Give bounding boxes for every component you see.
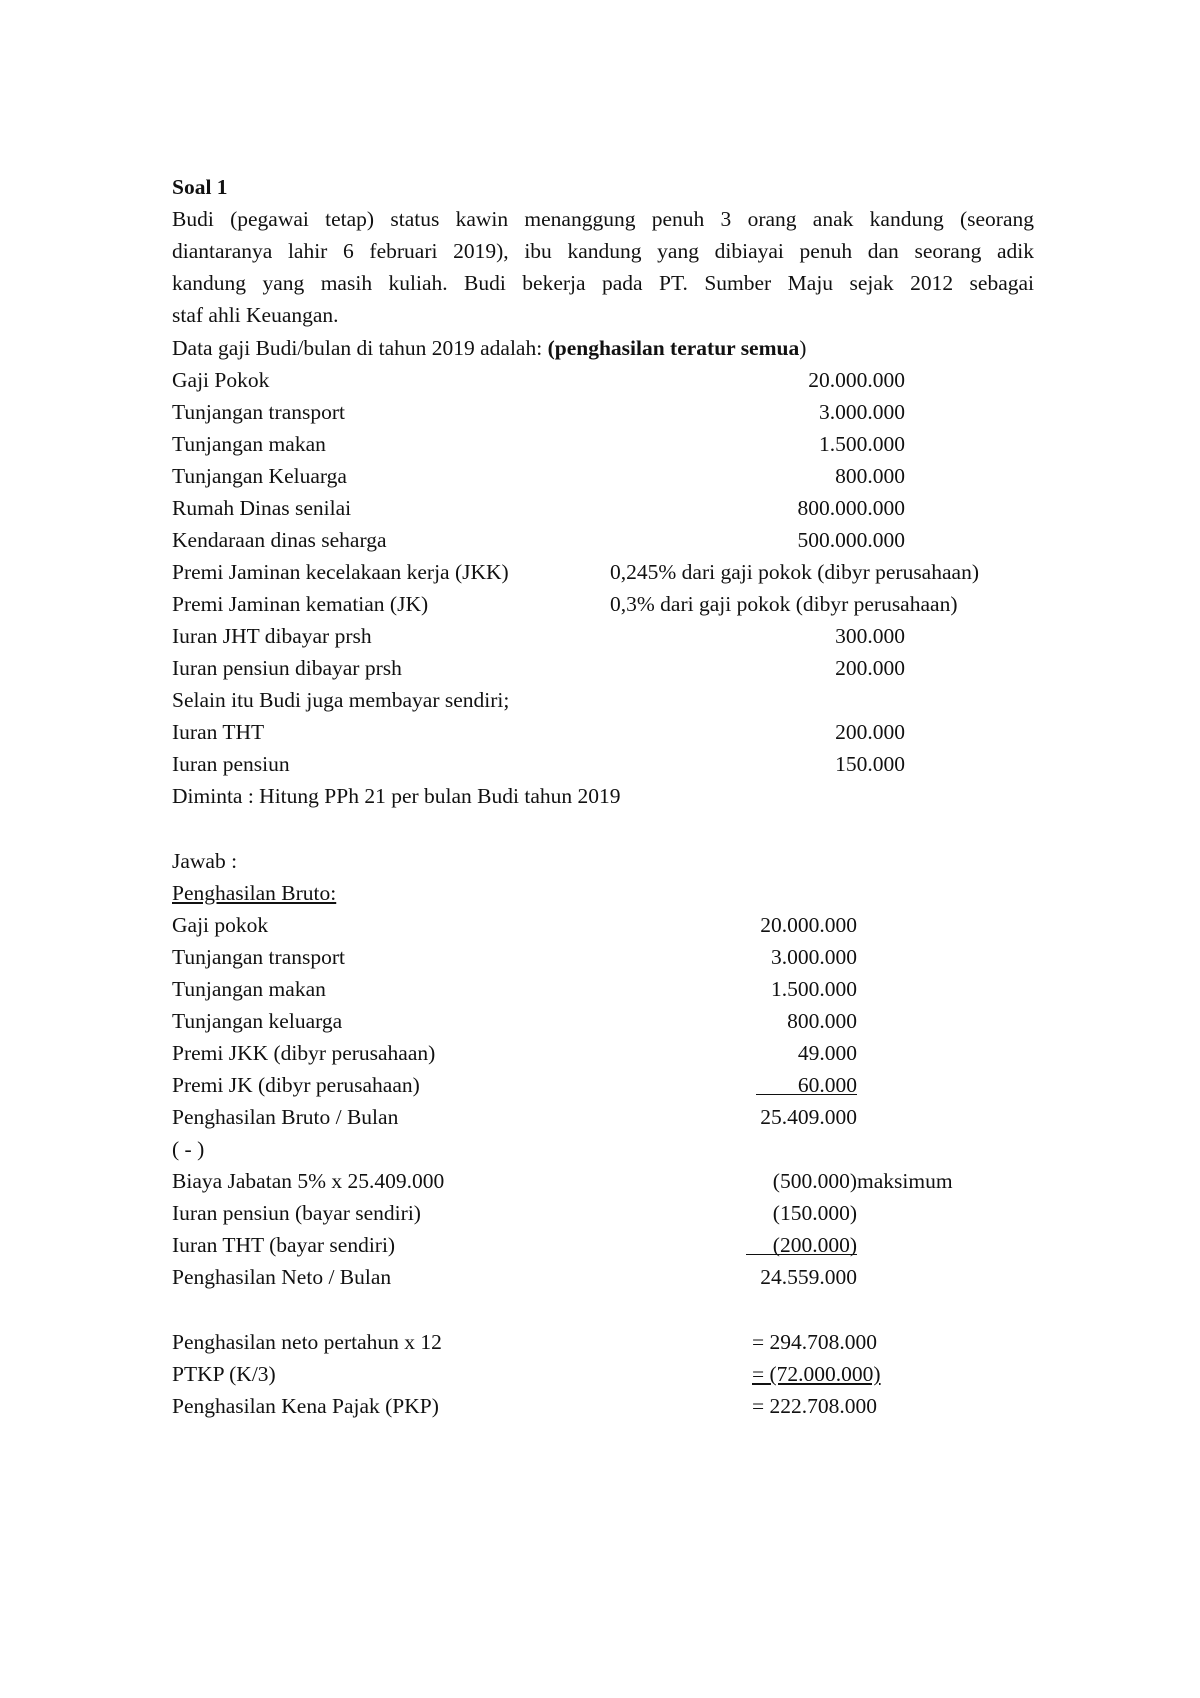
- premium-row: [172, 557, 1072, 587]
- company-value: 300.000: [835, 624, 905, 648]
- company-row: [172, 621, 1072, 651]
- salary-value: 500.000.000: [797, 528, 905, 552]
- minus-sign: ( - ): [172, 1137, 205, 1161]
- bruto-label: Tunjangan transport: [172, 945, 345, 969]
- annual-label: Penghasilan neto pertahun x 12: [172, 1330, 442, 1354]
- question-line: Budi (pegawai tetap) status kawin menanggung penuh 3 orang anak kandung (seorang: [172, 207, 1034, 231]
- deduction-label: Iuran pensiun (bayar sendiri): [172, 1201, 421, 1225]
- bruto-total-value: 25.409.000: [760, 1105, 857, 1129]
- self-intro: Selain itu Budi juga membayar sendiri;: [172, 688, 510, 712]
- deduction-row: [172, 1166, 1072, 1196]
- bruto-value: 3.000.000: [771, 945, 857, 969]
- self-value: 200.000: [835, 720, 905, 744]
- premium-row: [172, 589, 1072, 619]
- bruto-row: [172, 974, 1072, 1004]
- deduction-label: Iuran THT (bayar sendiri): [172, 1233, 396, 1257]
- self-value: 150.000: [835, 752, 905, 776]
- salary-label: Tunjangan transport: [172, 400, 345, 424]
- salary-label: Gaji Pokok: [172, 368, 270, 392]
- bruto-row: [172, 1006, 1072, 1036]
- salary-row: [172, 365, 1072, 395]
- question-line: diantaranya lahir 6 februari 2019), ibu kandung yang dibiayai penuh dan seorang adik: [172, 239, 1034, 263]
- premium-label: Premi Jaminan kecelakaan kerja (JKK): [172, 560, 509, 584]
- bruto-value: 20.000.000: [760, 913, 857, 937]
- neto-total-row: [172, 1262, 1072, 1292]
- bruto-total-label: Penghasilan Bruto / Bulan: [172, 1105, 399, 1129]
- bruto-row: [172, 1070, 1072, 1100]
- annual-row: [172, 1327, 1072, 1357]
- answer-label: Jawab :: [172, 849, 238, 873]
- salary-value: 20.000.000: [808, 368, 905, 392]
- annual-label: PTKP (K/3): [172, 1362, 276, 1386]
- salary-value: 800.000: [835, 464, 905, 488]
- salary-value: 3.000.000: [819, 400, 905, 424]
- bruto-row: [172, 942, 1072, 972]
- annual-value: = (72.000.000): [752, 1362, 881, 1386]
- self-row: [172, 717, 1072, 747]
- deduction-value: (150.000): [772, 1201, 857, 1225]
- deduction-value: (500.000): [772, 1169, 857, 1193]
- company-label: Iuran pensiun dibayar prsh: [172, 656, 402, 680]
- bruto-label: Premi JKK (dibyr perusahaan): [172, 1041, 436, 1065]
- salary-row: [172, 429, 1072, 459]
- data-intro-close: ): [799, 336, 807, 360]
- premium-value: 0,245% dari gaji pokok (dibyr perusahaan): [610, 560, 979, 584]
- deduction-value: (200.000): [746, 1230, 857, 1255]
- bruto-heading: Penghasilan Bruto:: [172, 881, 337, 905]
- salary-row: [172, 525, 1072, 555]
- salary-label: Rumah Dinas senilai: [172, 496, 352, 520]
- bruto-label: Premi JK (dibyr perusahaan): [172, 1073, 420, 1097]
- bruto-label: Tunjangan makan: [172, 977, 326, 1001]
- question-title: Soal 1: [172, 175, 228, 199]
- deduction-row: [172, 1198, 1072, 1228]
- annual-row: [172, 1359, 1072, 1389]
- data-intro-bold: (penghasilan teratur semua: [547, 336, 800, 360]
- salary-label: Tunjangan makan: [172, 432, 326, 456]
- annual-label: Penghasilan Kena Pajak (PKP): [172, 1394, 439, 1418]
- data-intro-text: Data gaji Budi/bulan di tahun 2019 adalah:: [172, 336, 548, 360]
- bruto-value: 60.000: [756, 1070, 857, 1095]
- salary-label: Kendaraan dinas seharga: [172, 528, 387, 552]
- company-label: Iuran JHT dibayar prsh: [172, 624, 372, 648]
- self-label: Iuran THT: [172, 720, 265, 744]
- deduction-note: maksimum: [857, 1169, 953, 1193]
- self-row: [172, 749, 1072, 779]
- bruto-label: Tunjangan keluarga: [172, 1009, 343, 1033]
- company-row: [172, 653, 1072, 683]
- salary-label: Tunjangan Keluarga: [172, 464, 347, 488]
- premium-value: 0,3% dari gaji pokok (dibyr perusahaan): [610, 592, 958, 616]
- deduction-row: [172, 1230, 1072, 1260]
- company-value: 200.000: [835, 656, 905, 680]
- question-paragraph: [172, 203, 1034, 331]
- salary-value: 800.000.000: [797, 496, 905, 520]
- premium-label: Premi Jaminan kematian (JK): [172, 592, 429, 616]
- deduction-label: Biaya Jabatan 5% x 25.409.000: [172, 1169, 445, 1193]
- annual-row: [172, 1391, 1072, 1421]
- bruto-total-row: [172, 1102, 1072, 1132]
- salary-row: [172, 397, 1072, 427]
- request-line: Diminta : Hitung PPh 21 per bulan Budi tahun 2019: [172, 784, 621, 808]
- salary-value: 1.500.000: [819, 432, 905, 456]
- neto-total-label: Penghasilan Neto / Bulan: [172, 1265, 392, 1289]
- annual-value: = 294.708.000: [752, 1330, 878, 1354]
- bruto-value: 49.000: [797, 1041, 857, 1065]
- bruto-value: 1.500.000: [771, 977, 857, 1001]
- data-intro: [172, 333, 806, 363]
- question-line: staf ahli Keuangan.: [172, 303, 339, 327]
- neto-total-value: 24.559.000: [760, 1265, 857, 1289]
- bruto-label: Gaji pokok: [172, 913, 269, 937]
- bruto-row: [172, 910, 1072, 940]
- salary-row: [172, 493, 1072, 523]
- bruto-row: [172, 1038, 1072, 1068]
- self-label: Iuran pensiun: [172, 752, 290, 776]
- salary-row: [172, 461, 1072, 491]
- annual-value: = 222.708.000: [752, 1394, 878, 1418]
- bruto-value: 800.000: [787, 1009, 857, 1033]
- question-line: kandung yang masih kuliah. Budi bekerja pada PT. Sumber Maju sejak 2012 sebagai: [172, 271, 1034, 295]
